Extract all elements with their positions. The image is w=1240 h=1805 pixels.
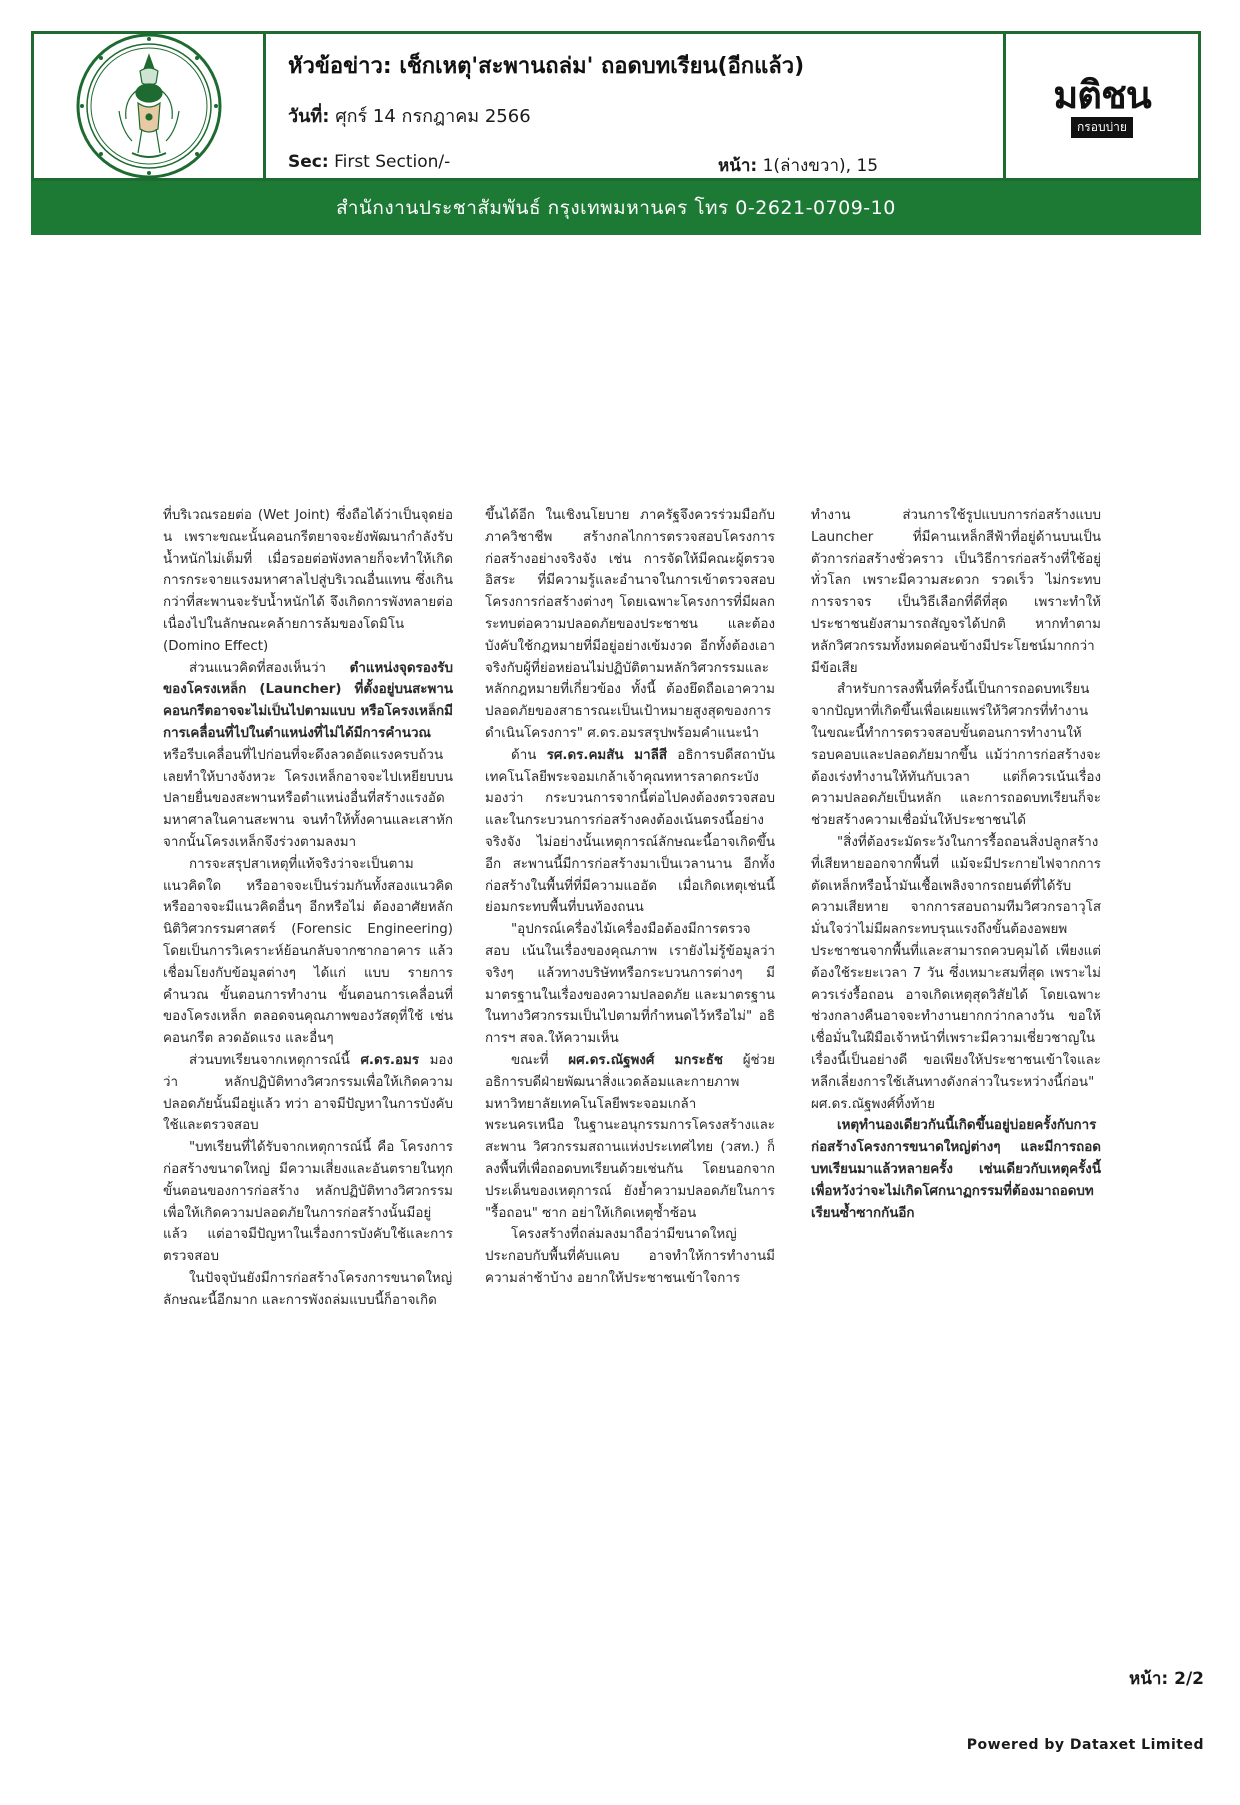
seal-cell: [34, 34, 266, 178]
brand-name: มติชน: [1053, 72, 1151, 117]
page-number: หน้า: 2/2: [1129, 1669, 1204, 1689]
paragraph: "บทเรียนที่ได้รับจากเหตุการณ์นี้ คือ โครงการก่อสร้างขนาดใหญ่ มีความเสี่ยงและอันตรายในทุกขั้นตอนของการก่อสร้าง หลักปฏิบัติทางวิศวกรรมเพื่อให้เกิดความปลอดภัยในการก่อสร้างนั้นมีอยู่แล้ว แต่อาจมีปัญหาในเรื่องการบังคับใช้และการตรวจสอบ: [163, 1140, 453, 1265]
bangkok-seal-icon: [74, 31, 224, 181]
paragraph: ในปัจจุบันยังมีการก่อสร้างโครงการขนาดใหญ่ลักษณะนี้อีกมาก และการพังถล่มแบบนี้ก็อาจเกิด: [163, 1270, 453, 1308]
date-value: ศุกร์ 14 กรกฎาคม 2566: [335, 106, 531, 127]
headline-row: [288, 48, 981, 83]
article-column-3: [811, 505, 1101, 1224]
paragraph: ขณะที่ ผศ.ดร.ณัฐพงศ์ มกระธัช ผู้ช่วยอธิการบดีฝ่ายพัฒนาสิ่งแวดล้อมและกายภาพ มหาวิทยาลัยเทคโนโลยีพระจอมเกล้าพระนครเหนือ ในฐานะอนุกรรมการโครงสร้างและสะพาน วิศวกรรมสถานแห่งประเทศไทย (วสท.) ก็ลงพื้นที่เพื่อถอดบทเรียนด้วยเช่นกัน โดยนอกจากประเด็นของเหตุการณ์ ยังย้ำความปลอดภัยในการ "รื้อถอน" ซาก อย่าให้เกิดเหตุซ้ำซ้อน: [485, 1052, 776, 1221]
paragraph: ขึ้นได้อีก ในเชิงนโยบาย ภาครัฐจึงควรร่วมมือกับภาควิชาชีพ สร้างกลไกการตรวจสอบโครงการก่อสร้างอย่างจริงจัง เช่น การจัดให้มีคณะผู้ตรวจอิสระ ที่มีความรู้และอำนาจในการเข้าตรวจสอบโครงการก่อสร้างต่างๆ โดยเฉพาะโครงการที่มีผลกระทบต่อความปลอดภัยของประชาชน และต้องบังคับใช้กฎหมายที่มีอยู่อย่างเข้มงวด อีกทั้งต้องเอาจริงกับผู้ที่ย่อหย่อนไม่ปฏิบัติตามหลักวิศวกรรมและหลักกฎหมายที่เกี่ยวข้อง ทั้งนี้ ต้องยึดถือเอาความปลอดภัยของสาธารณะเป็นเป้าหมายสูงสุดของการดำเนินโครงการ" ศ.ดร.อมรสรุปพร้อมคำแนะนำ: [485, 508, 775, 741]
paragraph: โครงสร้างที่ถล่มลงมาถือว่ามีขนาดใหญ่ ประกอบกับพื้นที่คับแคบ อาจทำให้การทำงานมีความล่าช้าบ้าง อยากให้ประชาชนเข้าใจการ: [485, 1227, 775, 1286]
paragraph: ส่วนแนวคิดที่สองเห็นว่า ตำแหน่งจุดรองรับของโครงเหล็ก (Launcher) ที่ตั้งอยู่บนสะพานคอนกรีตอาจจะไม่เป็นไปตามแบบ หรือโครงเหล็กมีการเคลื่อนที่ไปในตำแหน่งที่ไม่ได้มีการคำนวณ หรือรีบเคลื่อนที่ไปก่อนที่จะดึงลวดอัดแรงครบถ้วน เลยทำให้บางจังหวะ โครงเหล็กอาจจะไปเหยียบบนปลายยื่นของสะพานหรือตำแหน่งอื่นที่สร้างแรงอัดมหาศาลในคานสะพาน จนทำให้ทั้งคานและเสาหัก จากนั้นโครงเหล็กจึงร่วงตามลงมา: [163, 660, 453, 850]
article-body: [163, 505, 1103, 1805]
brand-cell: [1006, 34, 1198, 178]
article-column-1: [163, 505, 453, 1311]
page-value: 1(ล่างขวา), 15: [762, 156, 879, 176]
paragraph: การจะสรุปสาเหตุที่แท้จริงว่าจะเป็นตามแนวคิดใด หรืออาจจะเป็นร่วมกันทั้งสองแนวคิด หรืออาจจะมีแนวคิดอื่นๆ อีกหรือไม่ ต้องอาศัยหลักนิติวิศวกรรมศาสตร์ (Forensic Engineering) โดยเป็นการวิเคราะห์ย้อนกลับจากซากอาคาร แล้วเชื่อมโยงกับข้อมูลต่างๆ ได้แก่ แบบ รายการคำนวณ ขั้นตอนการทำงาน ขั้นตอนการเคลื่อนที่ของโครงเหล็ก ตลอดจนคุณภาพของวัสดุที่ใช้ เช่น คอนกรีต ลวดอัดแรง และอื่นๆ: [163, 856, 453, 1047]
brand-subtitle: กรอบบ่าย: [1071, 117, 1133, 138]
closing-paragraph: เหตุทำนองเดียวกันนี้เกิดขึ้นอยู่บ่อยครั้งกับการก่อสร้างโครงการขนาดใหญ่ต่างๆ และมีการถอดบทเรียนมาแล้วหลายครั้ง เช่นเดียวกับเหตุครั้งนี้ เพื่อหวังว่าจะไม่เกิดโศกนาฏกรรมที่ต้องมาถอดบทเรียนซ้ำซากกันอีก: [811, 1118, 1101, 1221]
article-column-2: [485, 505, 775, 1290]
paragraph: ด้าน รศ.ดร.คมสัน มาลีสี อธิการบดีสถาบันเทคโนโลยีพระจอมเกล้าเจ้าคุณทหารลาดกระบังมองว่า กระบวนการจากนี้ต่อไปคงต้องตรวจสอบ และในกระบวนการก่อสร้างคงต้องเน้นตรงนี้อย่างจริงจัง ไม่อย่างนั้นเหตุการณ์ลักษณะนี้อาจเกิดขึ้นอีก สะพานนี้มีการก่อสร้างมาเป็นเวลานาน อีกทั้งก่อสร้างในพื้นที่ที่มีความแออัด เมื่อเกิดเหตุเช่นนี้ย่อมกระทบพื้นที่บนท้องถนน: [485, 747, 775, 916]
headline-label: หัวข้อข่าว:: [288, 54, 392, 79]
paragraph: ที่บริเวณรอยต่อ (Wet Joint) ซึ่งถือได้ว่าเป็นจุดย่อน เพราะขณะนั้นคอนกรีตยาจจะยังพัฒนากำลังรับน้ำหนักไม่เต็มที่ เมื่อรอยต่อพังทลายก็จะทำให้เกิดการกระจายแรงมหาศาลไปสู่บริเวณอื่นแทน ซึ่งเกินกว่าที่สะพานจะรับน้ำหนักได้ จึงเกิดการพังทลายต่อเนื่องไปในลักษณะคล้ายการล้มของโดมิโน (Domino Effect): [163, 508, 453, 654]
section-label: Sec:: [288, 152, 329, 172]
section-value: First Section/-: [334, 152, 451, 172]
paragraph: สำหรับการลงพื้นที่ครั้งนี้เป็นการถอดบทเรียนจากปัญหาที่เกิดขึ้นเพื่อเผยแพร่ให้วิศวกรที่ทำงานในขณะนี้ทำการตรวจสอบขั้นตอนการทำงานให้รอบคอบและปลอดภัยมากขึ้น แม้ว่าการก่อสร้างจะต้องเร่งทำงานให้ทันกับเวลา แต่ก็ควรเน้นเรื่องความปลอดภัยเป็นหลัก และการถอดบทเรียนก็จะช่วยสร้างความเชื่อมั่นให้ประชาชนได้: [811, 682, 1101, 829]
paragraph: ส่วนบทเรียนจากเหตุการณ์นี้ ศ.ดร.อมร มองว่า หลักปฏิบัติทางวิศวกรรมเพื่อให้เกิดความปลอดภัยนั้นมีอยู่แล้ว ทว่า อาจมีปัญหาในการบังคับใช้และตรวจสอบ: [163, 1052, 453, 1134]
pr-office-banner: สำนักงานประชาสัมพันธ์ กรุงเทพมหานคร โทร 0-2621-0709-10: [31, 181, 1201, 235]
headline: เช็กเหตุ'สะพานถล่ม' ถอดบทเรียน(อีกแล้ว): [399, 54, 805, 79]
paragraph: "อุปกรณ์เครื่องไม้เครื่องมือต้องมีการตรวจสอบ เน้นในเรื่องของคุณภาพ เรายังไม่รู้ข้อมูลว่าจริงๆ แล้วทางบริษัทหรือกระบวนการต่างๆ มีมาตรฐานในเรื่องของความปลอดภัย และมาตรฐานในทางวิศวกรรมเป็นไปตามที่กำหนดไว้หรือไม่" อธิการฯ สจล.ให้ความเห็น: [485, 922, 775, 1047]
section-row: [288, 152, 981, 176]
powered-by: Powered by Dataxet Limited: [966, 1737, 1204, 1753]
clipping-header: [31, 31, 1201, 181]
matichon-logo: [1053, 72, 1151, 138]
date-label: วันที่:: [288, 106, 330, 127]
page-label: หน้า:: [718, 156, 758, 176]
paragraph: ทำงาน ส่วนการใช้รูปแบบการก่อสร้างแบบ Launcher ที่มีคานเหล็กสีฟ้าที่อยู่ด้านบนเป็นตัวการก่อสร้างชั่วคราว เป็นวิธีการก่อสร้างที่ใช้อยู่ทั่วโลก เพราะมีความสะดวก รวดเร็ว ไม่กระทบการจราจร เป็นวิธีเลือกที่ดีที่สุด เพราะทำให้ประชาชนยังสามารถสัญจรได้ปกติ หากทำตามหลักวิศวกรรมทั้งหมดค่อนข้างมีประโยชน์มากกว่ามีข้อเสีย: [811, 508, 1101, 676]
date-row: [288, 101, 981, 130]
info-cell: [266, 34, 1006, 178]
paragraph: "สิ่งที่ต้องระมัดระวังในการรื้อถอนสิ่งปลูกสร้างที่เสียหายออกจากพื้นที่ แม้จะมีประกายไฟจากการตัดเหล็กหรือน้ำมันเชื้อเพลิงจากรถยนต์ที่ได้รับความเสียหาย จากการสอบถามทีมวิศวกรอาวุโสมั่นใจว่าไม่มีผลกระทบรุนแรงถึงขั้นต้องอพยพประชาชนจากพื้นที่และสามารถควบคุมได้ เพียงแต่ต้องใช้ระยะเวลา 7 วัน ซึ่งเหมาะสมที่สุด เพราะไม่ควรเร่งรื้อถอน อาจเกิดเหตุสุดวิสัยได้ โดยเฉพาะช่วงกลางคืนอาจจะทำงานยากกว่ากลางวัน ขอให้เชื่อมั่นในฝีมือเจ้าหน้าที่เพราะมีความเชี่ยวชาญในเรื่องนี้เป็นอย่างดี ขอเพียงให้ประชาชนเข้าใจและหลีกเลี่ยงการใช้เส้นทางดังกล่าวในระหว่างนี้ก่อน" ผศ.ดร.ณัฐพงศ์ทิ้งท้าย: [811, 834, 1101, 1112]
